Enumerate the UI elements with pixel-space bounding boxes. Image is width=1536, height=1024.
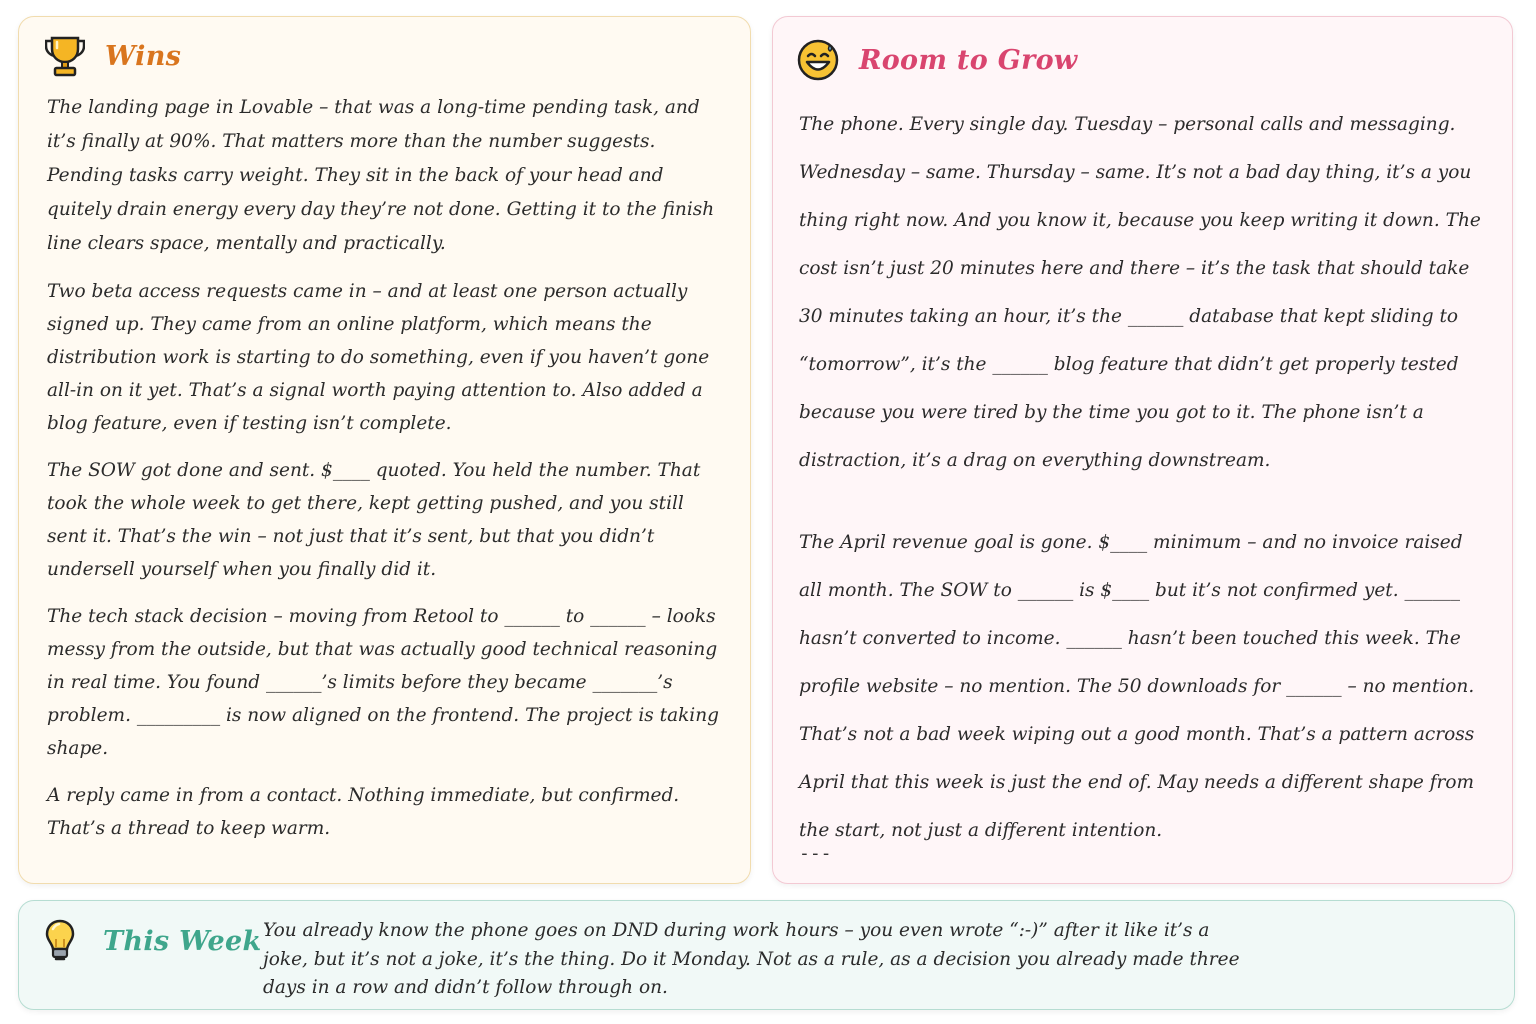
grow-paragraph: The April revenue goal is gone. $____ minimum – and no invoice raised all month. The SOW to ______ is $____ but it’s not confirmed yet. ______ hasn’t converted to income. ______ hasn’t been touched this week. The profile website – no mention. The 50 downloads for ______ – no mention. That’s not a bad week wiping out a good month. That’s a pattern across April that this week is just the end of. May needs a different shape from the start, not just a different intention. [799,532,1475,841]
room-to-grow-body [799,101,1489,855]
room-to-grow-title: Room to Grow [859,44,1078,76]
trophy-icon [45,35,85,77]
wins-card [18,16,751,884]
wins-title: Wins [105,40,182,72]
separator-text: --- [799,843,832,864]
this-week-body: You already know the phone goes on DND during work hours – you even wrote “:-)” after it like it’s a joke, but it’s not a joke, it’s the thing. Do it Monday. Not as a rule, as a decision you already made three days in a row and didn’t follow through on. [263,920,1240,998]
room-to-grow-header [797,39,1077,81]
wins-paragraph: The tech stack decision – moving from Retool to ______ to ______ – looks messy from the outside, but that was actually good technical reasoning in real time. You found ______’s limits before they became _______’s problem. _________ is now aligned on the frontend. The project is taking shape. [47,606,719,759]
lightbulb-icon [45,919,75,963]
wins-paragraph: The SOW got done and sent. $____ quoted. You held the number. That took the whole week to get there, kept getting pushed, and you still sent it. That’s the win – not just that it’s sent, but that you didn’t undersell yourself when you finally did it. [47,460,701,580]
room-to-grow-card [772,16,1513,884]
wins-paragraph: A reply came in from a contact. Nothing immediate, but confirmed. That’s a thread to keep warm. [47,785,680,839]
grow-paragraph: The phone. Every single day. Tuesday – personal calls and messaging. Wednesday – same. Thursday – same. It’s not a bad day thing, it’s a you thing right now. And you know it, because you keep writing it down. The cost isn’t just 20 minutes here and there – it’s the task that should take 30 minutes taking an hour, it’s the ______ database that kept sliding to “tomorrow”, it’s the ______ blog feature that didn’t get properly tested because you were tired by the time you got to it. The phone isn’t a distraction, it’s a drag on everything downstream. [799,114,1481,471]
wins-header [45,35,181,77]
wins-paragraph: Two beta access requests came in – and at least one person actually signed up. They came from an online platform, which means the distribution work is starting to do something, even if you haven’t gone all-in on it yet. That’s a signal worth paying attention to. Also added a blog feature, even if testing isn’t complete. [47,281,710,434]
this-week-header [45,919,261,963]
this-week-title: This Week [103,925,262,957]
this-week-card [18,900,1515,1010]
wins-paragraph: The landing page in Lovable – that was a long-time pending task, and it’s finally at 90%. That matters more than the number suggests. Pending tasks carry weight. They sit in the back of your head and quitely drain energy every day they’re not done. Getting it to the finish line clears space, mentally and practically. [47,97,715,254]
grinning-sweat-face-icon [797,39,839,81]
wins-body [47,91,727,859]
